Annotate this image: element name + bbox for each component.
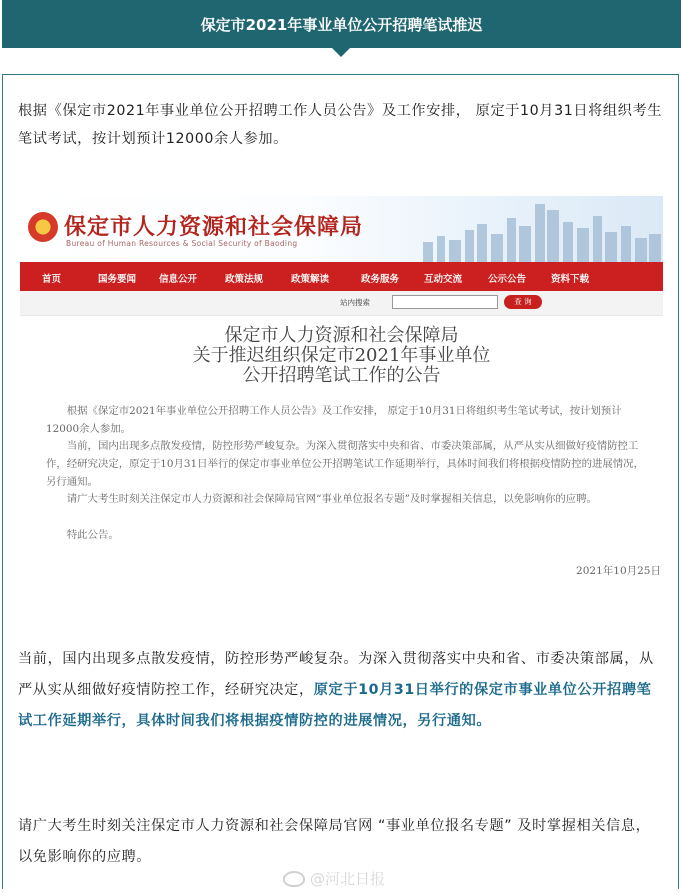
nav-item-state-news[interactable]: 国务要闻 (98, 274, 137, 285)
closing-paragraph: 请广大考生时刻关注保定市人力资源和社会保障局官网 “事业单位报名专题” 及时掌握相关信息，以免影响你的应聘。 (18, 818, 651, 865)
notice-paragraph: 当前，国内出现多点散发疫情，防控形势严峻复杂。为深入贯彻落实中央和省、市委决策部属，从严从实从细做好疫情防控工作，经研究决定，原定于10月31日举行的保定市事业单位公开招聘笔试工作延期举行，具体时间我们将根据疫情防控的进展情况，另行通知。 (46, 440, 644, 488)
nav-item-policies[interactable]: 政策法规 (225, 274, 264, 285)
intro-paragraph: 根据《保定市2021年事业单位公开招聘工作人员公告》及工作安排， 原定于10月31日将组织考生笔试考试，按计划预计12000余人参加。 (18, 103, 663, 147)
article-title: 保定市2021年事业单位公开招聘笔试推迟 (200, 15, 483, 34)
search-label: 站内搜索 (340, 298, 370, 307)
body-paragraph (18, 644, 663, 737)
nav-item-policy-interpretation[interactable]: 政策解读 (291, 274, 330, 285)
site-search-row (20, 291, 663, 316)
weibo-watermark (283, 868, 385, 889)
embedded-webpage-screenshot (20, 196, 663, 608)
notice-paragraph: 特此公告。 (46, 529, 119, 541)
nav-item-downloads[interactable]: 资料下载 (551, 274, 590, 285)
site-header (20, 196, 663, 262)
nav-item-home[interactable]: 首页 (42, 274, 62, 285)
watermark-text: @河北日报 (310, 870, 386, 888)
banner-pointer (331, 47, 351, 57)
site-title: 保定市人力资源和社会保障局 (64, 215, 364, 240)
nav-item-interaction[interactable]: 互动交流 (424, 274, 463, 285)
nav-item-services[interactable]: 政务服务 (361, 274, 400, 285)
city-skyline-icon (413, 196, 663, 262)
body-text: 当前，国内出现多点散发疫情，防控形势严峻复杂。为深入贯彻落实中央和省、市委决策部属，从严从实从细做好疫情防控工作，经研究决定， (18, 651, 654, 698)
search-input[interactable] (392, 295, 498, 309)
site-subtitle: Bureau of Human Resources & Social Security of Baoding (66, 239, 298, 248)
national-emblem-icon (28, 212, 58, 242)
nav-item-info-disclosure[interactable]: 信息公开 (159, 274, 198, 285)
notice-title-line: 关于推迟组织保定市2021年事业单位 (192, 345, 491, 366)
search-button[interactable]: 查 询 (504, 295, 542, 309)
notice-paragraph: 请广大考生时刻关注保定市人力资源和社会保障局官网“事业单位报名专题”及时掌握相关信息，以免影响你的应聘。 (46, 493, 597, 505)
article-title-banner (2, 0, 681, 48)
site-nav-bar (20, 262, 663, 291)
notice-title-line: 保定市人力资源和社会保障局 (224, 325, 459, 346)
notice-paragraph: 根据《保定市2021年事业单位公开招聘工作人员公告》及工作安排， 原定于10月31日将组织考生笔试考试，按计划预计12000余人参加。 (46, 405, 622, 435)
nav-item-announcements[interactable]: 公示公告 (488, 274, 527, 285)
notice-date: 2021年10月25日 (576, 565, 661, 577)
weibo-icon (283, 871, 305, 887)
notice-title-line: 公开招聘笔试工作的公告 (242, 365, 441, 386)
highlighted-text: 原定于10月31日举行的保定市事业单位公开招聘笔试工作延期举行，具体时间我们将根据疫情防控的进展情况，另行通知。 (18, 682, 652, 729)
